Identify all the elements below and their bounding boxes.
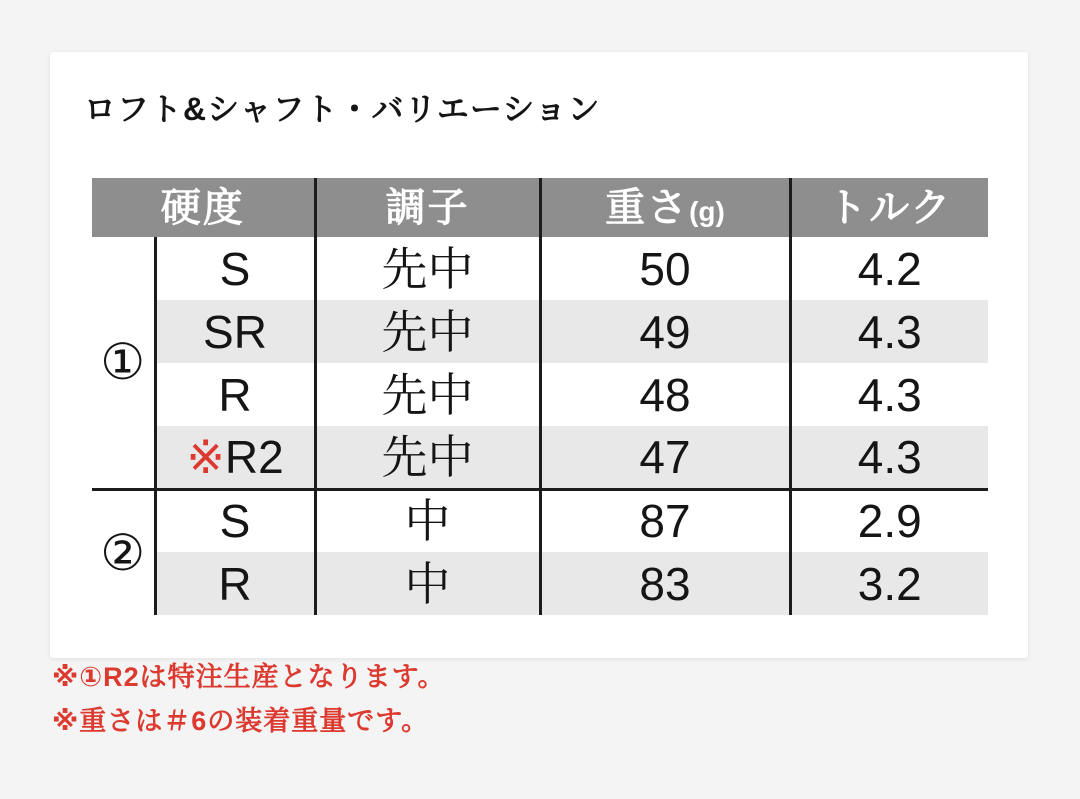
cell-kick: 先中 (315, 363, 540, 426)
table-row (92, 426, 988, 489)
cell-weight: 50 (540, 237, 790, 300)
table-row (92, 300, 988, 363)
cell-weight: 49 (540, 300, 790, 363)
footnote-1: ※①R2は特注生産となります。 (52, 662, 446, 692)
cell-torque: 3.2 (790, 552, 988, 615)
spec-table (92, 178, 988, 615)
table-row (92, 237, 988, 300)
col-header-weight (540, 178, 790, 237)
cell-torque: 2.9 (790, 489, 988, 552)
cell-hardness: S (155, 489, 315, 552)
cell-torque: 4.3 (857, 368, 922, 421)
cell-hardness: ※R2 (155, 426, 315, 489)
cell-torque: 4.3 (790, 426, 988, 489)
cell-torque: 4.2 (857, 242, 922, 295)
section-title: ロフト&シャフト・バリエーション (84, 91, 601, 127)
cell-hardness: R (155, 363, 315, 426)
weight-label: 重さ (605, 185, 690, 230)
cell-torque: 4.3 (790, 300, 988, 363)
cell-kick: 中 (315, 552, 540, 615)
table-row (92, 363, 988, 426)
weight-unit-label: (g) (689, 195, 725, 227)
footnote-2: ※重さは＃6の装着重量です。 (52, 706, 430, 737)
col-header-torque: トルク (790, 178, 988, 237)
cell-kick: 先中 (315, 237, 540, 300)
reference-mark: ※ (186, 430, 225, 483)
cell-kick: 先中 (315, 300, 540, 363)
group-2-label: ② (92, 489, 155, 615)
col-header-hardness: 硬度 (92, 178, 315, 237)
cell-kick: 中 (315, 489, 540, 552)
cell-hardness: S (155, 237, 315, 300)
spec-card (50, 52, 1028, 658)
cell-hardness: R (155, 552, 315, 615)
cell-kick: 先中 (315, 426, 540, 489)
cell-hardness: SR (155, 300, 315, 363)
footnotes (52, 661, 445, 750)
group-1-label: ① (92, 237, 155, 489)
table-row (92, 552, 988, 615)
header-row (92, 178, 988, 237)
col-header-kick: 調子 (315, 178, 540, 237)
cell-weight: 47 (540, 426, 790, 489)
cell-weight: 87 (540, 489, 790, 552)
cell-weight: 48 (540, 363, 790, 426)
cell-weight: 83 (540, 552, 790, 615)
table-row (92, 489, 988, 552)
